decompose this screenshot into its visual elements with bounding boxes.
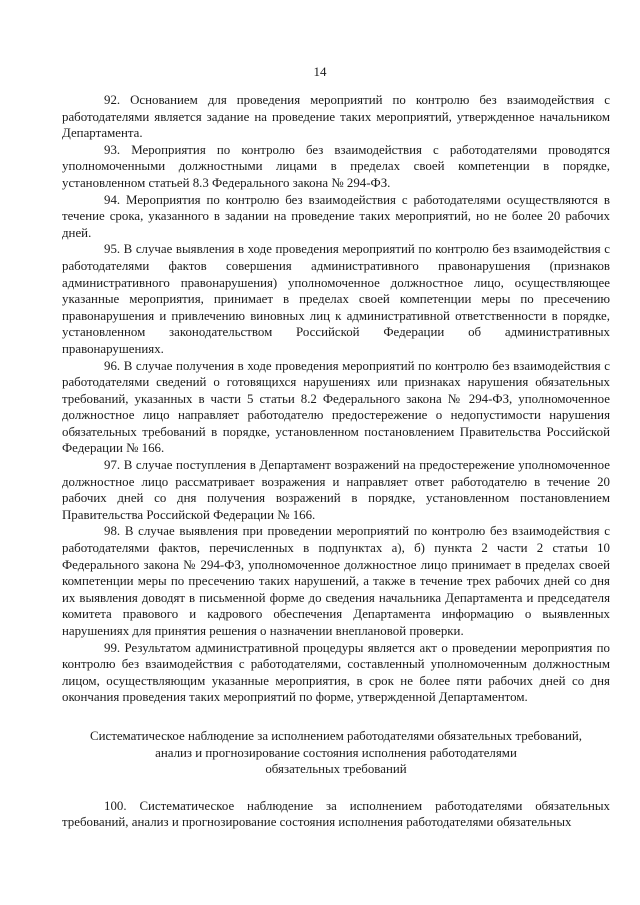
section-heading-line-1: Систематическое наблюдение за исполнением работодателями обязательных требований,: [89, 728, 582, 743]
paragraph-96: 96. В случае получения в ходе проведения мероприятий по контролю без взаимодействия с работодателями сведений о готовящихся нарушениях или признаках нарушения обязательных требований, указанных в части 5 статьи 8.2 Федерального закона № 294-ФЗ, уполномоченное должностное лицо направляет работодателю предостережение о недопустимости нарушения обязательных требований в порядке, установленном постановлением Правительства Российской Федерации № 166.: [62, 358, 610, 456]
paragraph-95: 95. В случае выявления в ходе проведения мероприятий по контролю без взаимодействия с работодателями фактов совершения административного правонарушения (признаков административного правонарушения) уполномоченное должностное лицо, осуществляющее указанные мероприятия, принимает в пределах своей компетенции меры по пресечению правонарушения и привлечению виновных лиц к административной ответственности в порядке, установленном законодательством Российской Федерации об административных правонарушениях.: [62, 242, 610, 356]
paragraph-97: 97. В случае поступления в Департамент возражений на предостережение уполномоченное должностное лицо рассматривает возражения и направляет ответ работодателю в течение 20 рабочих дней со дня получения возражений в порядке, установленном постановлением Правительства Российской Федерации № 166.: [62, 458, 610, 522]
paragraph-94: 94. Мероприятия по контролю без взаимодействия с работодателями осуществляются в течение срока, указанного в задании на проведение таких мероприятий, но не более 20 рабочих дней.: [62, 192, 610, 240]
paragraph-99: 99. Результатом административной процедуры является акт о проведении мероприятия по контролю без взаимодействия с работодателями, составленный уполномоченным должностным лицом, осуществляющим указанные мероприятия, в срок не более пяти рабочих дней со дня окончания проведения таких мероприятий по форме, утвержденной Департаментом.: [62, 640, 610, 705]
paragraph-100: 100. Систематическое наблюдение за исполнением работодателями обязательных требований, анализ и прогнозирование состояния исполнения работодателями обязательных: [62, 798, 610, 830]
paragraph-92: 92. Основанием для проведения мероприятий по контролю без взаимодействия с работодателями является задание на проведение таких мероприятий, утвержденное начальником Департамента.: [62, 93, 610, 141]
section-heading-line-2: анализ и прогнозирование состояния исполнения работодателями: [155, 745, 517, 760]
document-body: [62, 92, 610, 831]
paragraph-98: 98. В случае выявления при проведении мероприятий по контролю без взаимодействия с работодателями фактов, перечисленных в подпунктах а), б) пункта 2 части 2 статьи 10 Федерального закона № 294-ФЗ, уполномоченное должностное лицо принимает в пределах своей компетенции меры по пресечению таких нарушений, а также в течение трех рабочих дней со дня их выявления доводят в письменной форме до сведения начальника Департамента и председателя комитета правового и кадрового обеспечения Департамента информацию о выявленных нарушениях для принятия решения о назначении внеплановой проверки.: [62, 524, 610, 638]
section-heading-line-3: обязательных требований: [265, 762, 407, 777]
section-heading: [62, 728, 610, 778]
paragraph-93: 93. Мероприятия по контролю без взаимодействия с работодателями проводятся уполномоченными должностными лицами в пределах своей компетенции в порядке, установленном статьей 8.3 Федерального закона № 294-ФЗ.: [62, 142, 610, 190]
page-number: 14: [313, 64, 327, 79]
